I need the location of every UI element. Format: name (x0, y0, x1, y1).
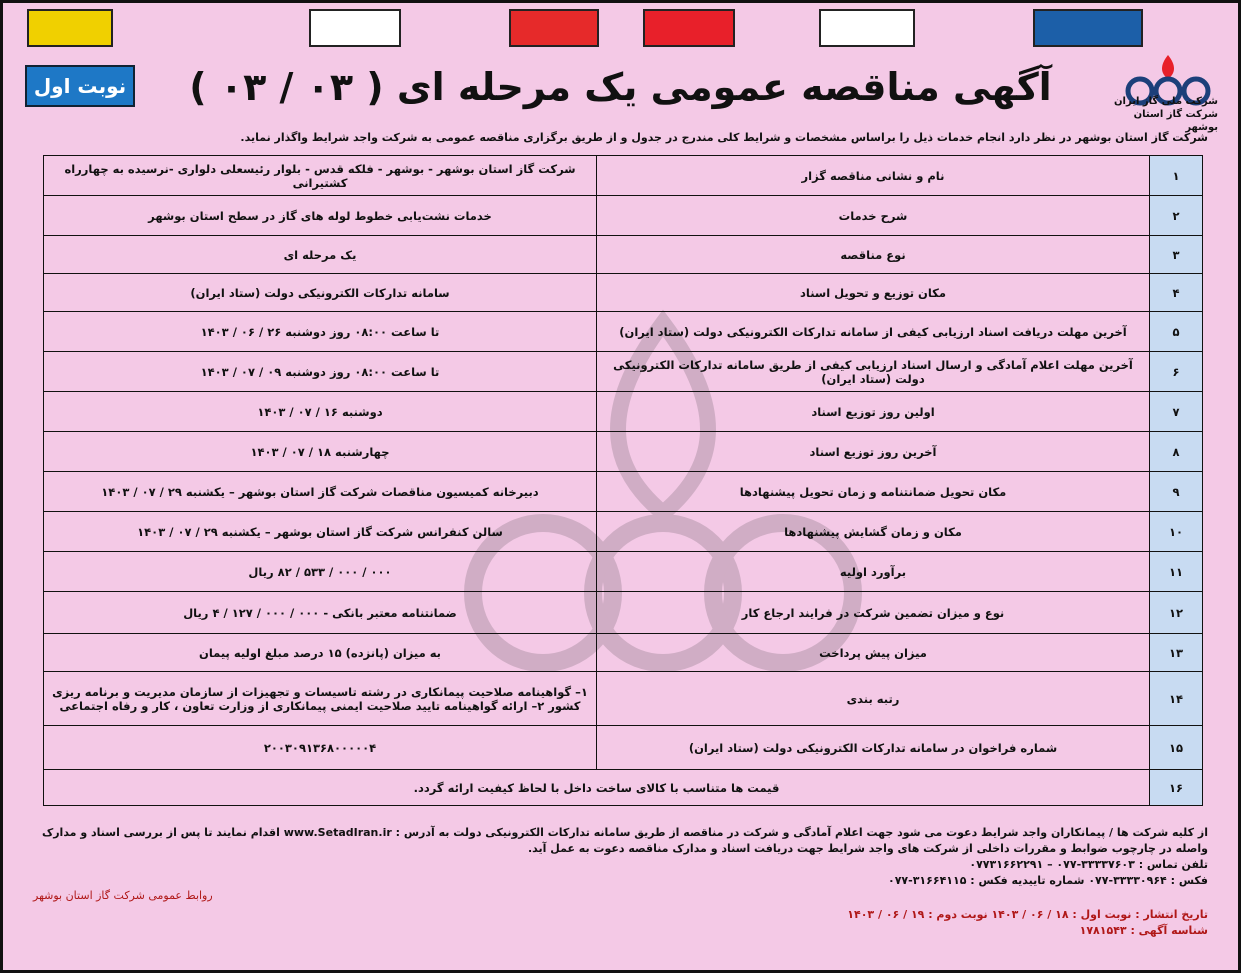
row-number: ۷ (1150, 392, 1203, 432)
row-value: ضمانتنامه معتبر بانکی - ۰۰۰ / ۰۰۰ / ۱۲۷ / ۴ ریال (44, 592, 597, 634)
table-row (44, 432, 1203, 472)
table-row (44, 672, 1203, 726)
row-value: سامانه تدارکات الکترونیکی دولت (ستاد ایران) (44, 274, 597, 312)
table-row (44, 156, 1203, 196)
row-label: آخرین روز توزیع اسناد (597, 432, 1150, 472)
row-number: ۱۲ (1150, 592, 1203, 634)
company-name (1098, 95, 1218, 134)
color-swatch (819, 9, 915, 47)
color-swatch (643, 9, 735, 47)
row-number: ۱۱ (1150, 552, 1203, 592)
row-value: دوشنبه ۱۶ / ۰۷ / ۱۴۰۳ (44, 392, 597, 432)
row-number: ۱۳ (1150, 634, 1203, 672)
table-row (44, 552, 1203, 592)
page-title: آگهی مناقصه عمومی یک مرحله ای ( ۰۳ / ۰۳ ) (189, 65, 1052, 109)
publish-dates: تاریخ انتشار : نوبت اول : ۱۸ / ۰۶ / ۱۴۰۳ نوبت دوم : ۱۹ / ۰۶ / ۱۴۰۳ (847, 908, 1208, 921)
color-swatch (309, 9, 401, 47)
row-number: ۵ (1150, 312, 1203, 352)
footer-fax: فکس : ۳۳۳۳۰۹۶۴-۰۷۷ شماره تاییدیه فکس : ۳۱۶۶۴۱۱۵-۰۷۷ (887, 874, 1208, 887)
table-row (44, 512, 1203, 552)
footer-invitation: از کلیه شرکت ها / پیمانکاران واجد شرایط دعوت می شود جهت اعلام آمادگی و شرکت در مناقصه از طریق سامانه تدارکات الکترونیکی دولت به آدرس : www.SetadIran.ir اقدام نمایند تا پس از بررسی اسناد و مدارک واصله در چارچوب ضوابط و مقررات داخلی از شرکت های واجد شرایط جهت دریافت اسناد و مدارک مناقصه دعوت به عمل آید. (41, 826, 1208, 855)
pr-signature: روابط عمومی شرکت گاز استان بوشهر (33, 889, 213, 902)
row-number: ۲ (1150, 196, 1203, 236)
row-number: ۹ (1150, 472, 1203, 512)
table-row (44, 472, 1203, 512)
row-value: خدمات نشت‌یابی خطوط لوله های گاز در سطح استان بوشهر (44, 196, 597, 236)
row-label: برآورد اولیه (597, 552, 1150, 592)
row-value: به میزان (پانزده) ۱۵ درصد مبلغ اولیه پیمان (44, 634, 597, 672)
row-value: چهارشنبه ۱۸ / ۰۷ / ۱۴۰۳ (44, 432, 597, 472)
row-value: دبیرخانه کمیسیون مناقصات شرکت گاز استان بوشهر – یکشنبه ۲۹ / ۰۷ / ۱۴۰۳ (44, 472, 597, 512)
row-label: آخرین مهلت اعلام آمادگی و ارسال اسناد ارزیابی کیفی از طریق سامانه تدارکات الکترونیکی دولت (ستاد ایران) (597, 352, 1150, 392)
row-label: شرح خدمات (597, 196, 1150, 236)
table-row (44, 352, 1203, 392)
row-value: ۲۰۰۳۰۹۱۳۶۸۰۰۰۰۰۴ (44, 726, 597, 770)
row-value: تا ساعت ۰۸:۰۰ روز دوشنبه ۰۹ / ۰۷ / ۱۴۰۳ (44, 352, 597, 392)
color-swatch (509, 9, 599, 47)
row-label: مکان توزیع و تحویل اسناد (597, 274, 1150, 312)
footer-phone: تلفن تماس : ۳۳۳۳۷۶۰۳-۰۷۷ – ۰۷۷۳۱۶۶۲۲۹۱ (969, 858, 1208, 871)
table-row (44, 634, 1203, 672)
company-line: شرکت ملی گاز ایران (1114, 96, 1218, 107)
table-row (44, 726, 1203, 770)
table-row (44, 236, 1203, 274)
round-badge: نوبت اول (25, 65, 135, 107)
row-number: ۱۵ (1150, 726, 1203, 770)
table-row (44, 312, 1203, 352)
color-swatch (27, 9, 113, 47)
row-label: اولین روز توزیع اسناد (597, 392, 1150, 432)
row-value: یک مرحله ای (44, 236, 597, 274)
footer-text (25, 825, 1208, 889)
row-label: میزان پیش پرداخت (597, 634, 1150, 672)
row-label: نوع مناقصه (597, 236, 1150, 274)
tender-table (43, 155, 1203, 806)
row-number: ۱ (1150, 156, 1203, 196)
color-swatch (1033, 9, 1143, 47)
row-number: ۸ (1150, 432, 1203, 472)
publication-info (847, 907, 1208, 939)
row-note: قیمت ها متناسب با کالای ساخت داخل با لحاظ کیفیت ارائه گردد. (44, 770, 1150, 806)
row-value: شرکت گاز استان بوشهر - بوشهر - فلکه قدس - بلوار رئیسعلی دلواری -نرسیده به چهارراه کشتیرانی (44, 156, 597, 196)
row-label: نوع و میزان تضمین شرکت در فرایند ارجاع کار (597, 592, 1150, 634)
ad-id: شناسه آگهی : ۱۷۸۱۵۴۳ (1079, 924, 1208, 937)
row-label: آخرین مهلت دریافت اسناد ارزیابی کیفی از سامانه تدارکات الکترونیکی دولت (ستاد ایران) (597, 312, 1150, 352)
row-label: مکان و زمان گشایش پیشنهادها (597, 512, 1150, 552)
intro-text: شرکت گاز استان بوشهر در نظر دارد انجام خدمات ذیل را براساس مشخصات و شرایط کلی مندرج در جدول و از طریق برگزاری مناقصه عمومی به شرکت واجد شرایط واگذار نماید. (240, 131, 1208, 144)
row-value: سالن کنفرانس شرکت گاز استان بوشهر – یکشنبه ۲۹ / ۰۷ / ۱۴۰۳ (44, 512, 597, 552)
row-label: نام و نشانی مناقصه گزار (597, 156, 1150, 196)
row-number: ۴ (1150, 274, 1203, 312)
row-label: رتبه بندی (597, 672, 1150, 726)
row-number: ۶ (1150, 352, 1203, 392)
row-value: ۰۰۰ / ۰۰۰ / ۵۳۳ / ۸۲ ریال (44, 552, 597, 592)
table-row (44, 392, 1203, 432)
table-row (44, 592, 1203, 634)
row-number: ۳ (1150, 236, 1203, 274)
table-row (44, 196, 1203, 236)
row-label: شماره فراخوان در سامانه تدارکات الکترونیکی دولت (ستاد ایران) (597, 726, 1150, 770)
row-value: تا ساعت ۰۸:۰۰ روز دوشنبه ۲۶ / ۰۶ / ۱۴۰۳ (44, 312, 597, 352)
row-number: ۱۰ (1150, 512, 1203, 552)
table-row (44, 274, 1203, 312)
row-number: ۱۶ (1150, 770, 1203, 806)
table-row (44, 770, 1203, 806)
row-label: مکان تحویل ضمانتنامه و زمان تحویل پیشنهادها (597, 472, 1150, 512)
company-line: شرکت گاز استان بوشهر (1133, 109, 1218, 133)
row-number: ۱۴ (1150, 672, 1203, 726)
row-value: ۱– گواهینامه صلاحیت پیمانکاری در رشته تاسیسات و تجهیزات از سازمان مدیریت و برنامه ریزی کشور ۲– ارائه گواهینامه تایید صلاحیت ایمنی پیمانکاری از وزارت تعاون ، کار و رفاه اجتماعی (44, 672, 597, 726)
